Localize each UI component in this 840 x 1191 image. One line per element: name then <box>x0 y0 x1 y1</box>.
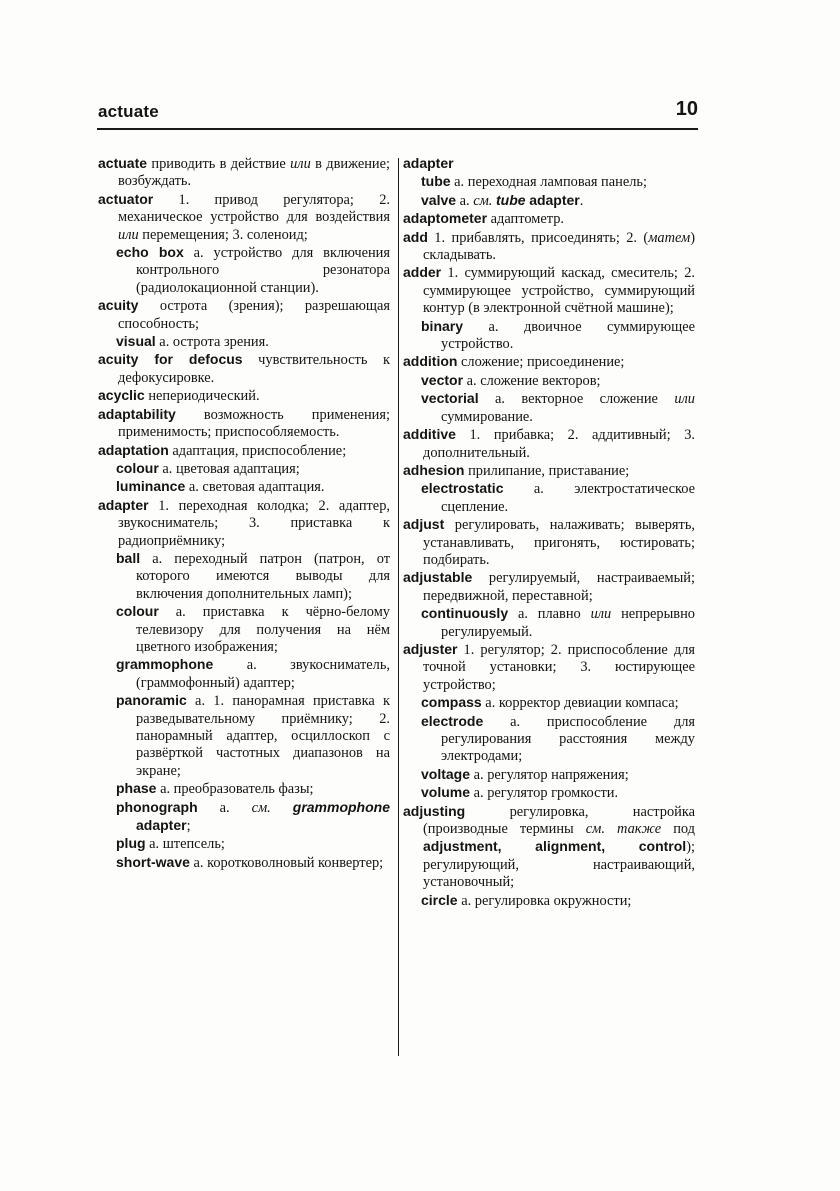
headword: visual <box>116 333 156 350</box>
dictionary-entry <box>403 426 695 462</box>
headword: adjusting <box>403 802 466 819</box>
headword: adjust <box>403 516 445 533</box>
headword: adaptometer <box>403 210 488 227</box>
dictionary-subentry <box>403 390 695 426</box>
headword: grammophone <box>116 656 214 673</box>
headword: valve <box>421 191 457 208</box>
definition-text: 1. регулятор; 2. приспособление для точной установки; 3. юстирующее устройство; <box>423 641 695 693</box>
definition-text: . <box>579 192 584 209</box>
dictionary-entry <box>403 803 695 892</box>
definition-text: 1. суммирующий каскад, смеситель; 2. суммирующее устройство, суммирующий контур (в электронной счётной машине); <box>423 265 695 317</box>
dictionary-subentry <box>98 460 390 478</box>
italic-note: или <box>290 156 311 172</box>
headword: adaptation <box>98 441 169 458</box>
running-head: actuate <box>98 102 159 121</box>
definition-text: 1. привод регулятора; 2. механическое устройство для воздействия <box>118 191 390 226</box>
headword: colour <box>116 603 159 620</box>
definition-text: адаптация, приспособление; <box>168 442 347 459</box>
definition-text: a. векторное сложение <box>478 391 675 408</box>
dictionary-entry <box>403 569 695 605</box>
definition-text: a. 1. панорамная приставка к разведывательному приёмнику; 2. панорамный адаптер, осциллоскоп с развёрткой частотных диапазонов на экране; <box>136 693 390 779</box>
definition-text: a. плавно <box>508 606 591 623</box>
headword: additive <box>403 426 456 443</box>
headword: plug <box>116 835 146 852</box>
definition-text: a. острота зрения. <box>155 334 269 351</box>
definition-text: перемещения; 3. соленоид; <box>138 226 308 243</box>
dictionary-entry <box>98 406 390 442</box>
headword: adapter <box>136 817 187 834</box>
dictionary-subentry <box>98 478 390 496</box>
headword: vectorial <box>421 390 479 407</box>
headword: adder <box>403 264 442 281</box>
definition-text: в движение; возбуждать. <box>118 156 390 190</box>
headword: circle <box>421 891 458 908</box>
dictionary-entry <box>98 155 390 191</box>
dictionary-entry <box>403 229 695 265</box>
dictionary-subentry <box>403 173 695 191</box>
headword: tube <box>421 173 451 190</box>
dictionary-subentry <box>98 835 390 853</box>
definition-text: сложение; присоединение; <box>457 354 625 371</box>
italic-note: tube <box>496 191 526 208</box>
definition-text: ; <box>186 818 191 835</box>
italic-note: см. <box>473 192 493 209</box>
headword: adhesion <box>403 461 465 478</box>
definition-text: приводить в действие <box>147 156 291 172</box>
headword: actuate <box>98 155 148 171</box>
headword: phase <box>116 780 157 797</box>
headword: continuously <box>421 605 509 622</box>
dictionary-subentry <box>403 892 695 910</box>
dictionary-entry <box>98 191 390 244</box>
definition-text: a. коротковолновый конвертер; <box>189 854 384 871</box>
italic-note: grammophone <box>292 798 390 815</box>
dictionary-subentry <box>98 692 390 780</box>
headword: adjuster <box>403 640 458 657</box>
definition-text: a. штепсель; <box>145 836 225 853</box>
definition-text: 1. прибавка; 2. аддитивный; 3. дополнительный. <box>423 427 695 461</box>
definition-text: под <box>661 821 695 838</box>
definition-text: непериодический. <box>144 388 260 405</box>
dictionary-subentry <box>403 480 695 516</box>
headword: voltage <box>421 765 471 782</box>
page-header <box>97 96 698 130</box>
column-divider <box>398 158 399 1056</box>
headword: compass <box>421 694 482 711</box>
dictionary-subentry <box>403 192 695 210</box>
dictionary-entry <box>98 387 390 405</box>
definition-text: a. электростатическое сцепление. <box>441 481 695 515</box>
dictionary-entry <box>403 641 695 694</box>
definition-text: a. двоичное суммирующее устройство. <box>441 318 695 353</box>
header-rule <box>97 128 698 130</box>
headword: electrostatic <box>421 480 504 497</box>
definition-text: a. <box>456 192 474 209</box>
dictionary-subentry <box>98 854 390 872</box>
definition-text: регулировка, настройка (производные термины <box>423 803 695 838</box>
dictionary-entry <box>403 462 695 480</box>
dictionary-entry <box>403 210 695 228</box>
dictionary-entry <box>403 264 695 317</box>
definition-text: регулировать, налаживать; выверять, устанавливать, пригонять, юстировать; подбирать. <box>423 517 695 568</box>
dictionary-subentry <box>98 550 390 603</box>
dictionary-entry <box>98 297 390 333</box>
dictionary-entry <box>403 516 695 569</box>
definition-text: 1. переходная колодка; 2. адаптер, звукосниматель; 3. приставка к радиоприёмнику; <box>118 497 390 549</box>
definition-text: возможность применения; применимость; приспособляемость. <box>118 406 390 441</box>
headword: phonograph <box>116 798 198 815</box>
definition-text: непрерывно регулируемый. <box>441 606 695 640</box>
headword: acuity <box>98 297 139 314</box>
dictionary-subentry <box>98 244 390 297</box>
headword: adaptability <box>98 405 176 422</box>
dictionary-entry <box>98 442 390 460</box>
definition-text: суммирование. <box>441 408 533 425</box>
definition-text: чувствительность к дефокусировке. <box>118 352 390 386</box>
italic-note: см. <box>251 799 271 816</box>
dictionary-subentry <box>403 372 695 390</box>
dictionary-subentry <box>403 713 695 766</box>
headword: adjustment, alignment, control <box>423 838 687 855</box>
definition-text: a. сложение векторов; <box>463 372 601 389</box>
headword: add <box>403 228 428 245</box>
definition-text: прилипание, приставание; <box>464 462 630 479</box>
definition-text <box>271 800 293 816</box>
dictionary-subentry <box>403 605 695 641</box>
headword: addition <box>403 353 458 370</box>
definition-text: a. устройство для включения контрольного резонатора (радиолокационной станции). <box>136 245 390 296</box>
headword: electrode <box>421 712 484 729</box>
definition-text: острота (зрения); разрешающая способность; <box>118 298 390 332</box>
headword: short-wave <box>116 853 190 870</box>
dictionary-subentry <box>98 780 390 798</box>
left-column <box>98 155 390 872</box>
definition-text: a. переходная ламповая панель; <box>450 174 647 191</box>
dictionary-entry <box>98 497 390 550</box>
dictionary-entry <box>403 155 695 173</box>
headword: colour <box>116 459 159 476</box>
dictionary-subentry <box>98 656 390 692</box>
headword: adjustable <box>403 569 473 586</box>
definition-text: a. световая адаптация. <box>185 479 325 496</box>
definition-text: 1. прибавлять, присоединять; 2. ( <box>427 229 649 246</box>
headword: volume <box>421 784 471 801</box>
definition-text: регулируемый, настраиваемый; передвижной, переставной; <box>423 570 695 604</box>
definition-text: a. преобразователь фазы; <box>156 781 314 798</box>
headword: adapter <box>403 155 454 171</box>
definition-text: адаптометр. <box>487 211 565 228</box>
definition-text: a. регулятор напряжения; <box>470 766 629 783</box>
dictionary-subentry <box>403 694 695 712</box>
headword: panoramic <box>116 692 187 709</box>
headword: adapter <box>98 496 149 513</box>
right-column <box>403 155 695 910</box>
italic-note: или <box>674 391 695 408</box>
italic-note: или <box>118 226 139 243</box>
definition-text: ); регулирующий, настраивающий, установочный; <box>423 839 695 891</box>
definition-text: a. приспособление для регулирования расстояния между электродами; <box>441 713 695 765</box>
definition-text: a. корректор девиации компаса; <box>481 695 679 712</box>
dictionary-subentry <box>98 333 390 351</box>
headword: acyclic <box>98 387 145 404</box>
definition-text: a. <box>197 799 252 816</box>
headword: binary <box>421 317 464 334</box>
definition-text: a. приставка к чёрно-белому телевизору для получения на нём цветного изображения; <box>136 604 390 655</box>
headword: echo box <box>116 244 184 261</box>
dictionary-subentry <box>403 766 695 784</box>
dictionary-entry <box>98 351 390 387</box>
definition-text: ) складывать. <box>423 229 695 264</box>
headword: adapter <box>529 191 580 208</box>
definition-text: a. регулировка окружности; <box>457 892 632 909</box>
headword: luminance <box>116 478 186 495</box>
headword: ball <box>116 549 141 566</box>
page-number: 10 <box>675 98 698 120</box>
definition-text: a. переходный патрон (патрон, от которого имеются выводы для включения дополнительных ламп); <box>136 550 390 602</box>
dictionary-subentry <box>403 318 695 354</box>
dictionary-entry <box>403 353 695 371</box>
dictionary-subentry <box>403 784 695 802</box>
dictionary-subentry <box>98 603 390 656</box>
headword: actuator <box>98 190 154 207</box>
italic-note: матем <box>648 229 691 246</box>
headword: acuity for defocus <box>98 351 243 368</box>
definition-text: a. цветовая адаптация; <box>158 460 300 477</box>
italic-note: см. также <box>585 821 662 838</box>
definition-text: a. звукосниматель, (граммофонный) адаптер; <box>136 657 390 691</box>
italic-note: или <box>590 606 612 623</box>
definition-text: a. регулятор громкости. <box>470 785 619 802</box>
headword: vector <box>421 371 464 388</box>
dictionary-subentry <box>98 799 390 836</box>
